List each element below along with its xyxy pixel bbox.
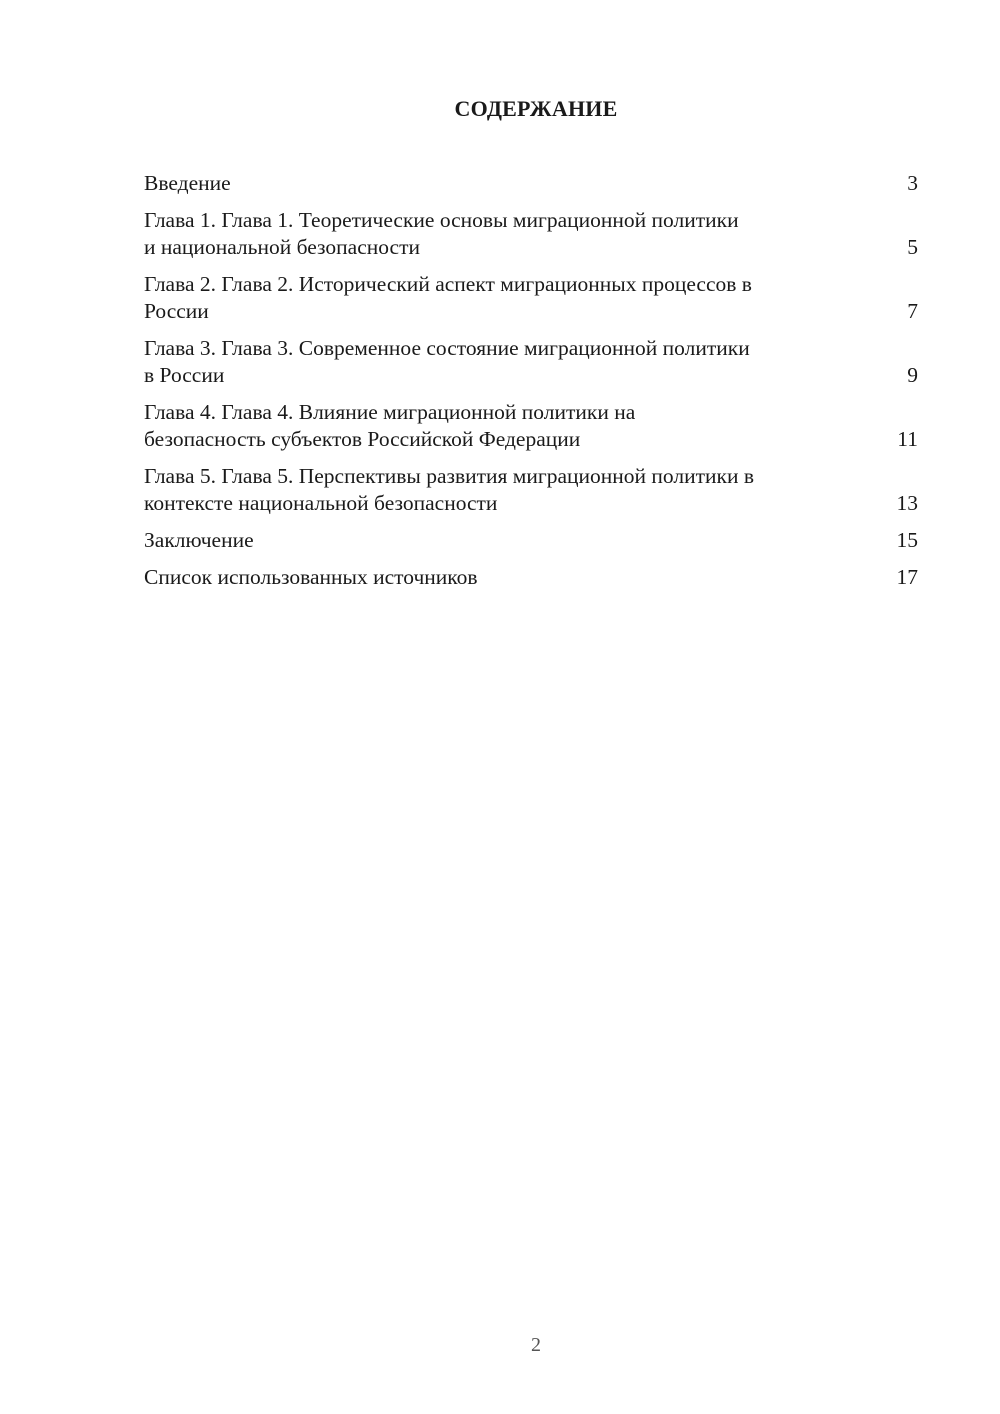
toc-entry [144, 170, 918, 197]
toc-entry-page: 17 [896, 565, 918, 589]
toc-entry [144, 207, 918, 261]
toc-entry [144, 335, 918, 389]
toc-entry-page: 11 [897, 427, 918, 451]
toc-entry-page: 5 [907, 235, 918, 259]
table-of-contents [144, 170, 918, 601]
toc-title: СОДЕРЖАНИЕ [454, 96, 618, 121]
toc-entry [144, 399, 918, 453]
page-number: 2 [531, 1334, 541, 1356]
toc-entry-page: 9 [907, 363, 918, 387]
toc-entry [144, 527, 918, 554]
toc-entry-text: Глава 1. Глава 1. Теоретические основы миграционной политики и национальной безопасности [144, 208, 739, 259]
toc-entry-text: Заключение [144, 528, 254, 552]
toc-entry-text: Глава 2. Глава 2. Исторический аспект миграционных процессов в России [144, 272, 752, 323]
toc-entry-text: Глава 4. Глава 4. Влияние миграционной политики на безопасность субъектов Российской Федерации [144, 400, 636, 451]
toc-entry-page: 3 [907, 171, 918, 195]
toc-entry-text: Глава 3. Глава 3. Современное состояние миграционной политики в России [144, 336, 750, 387]
toc-entry [144, 463, 918, 517]
toc-entry-text: Введение [144, 171, 231, 195]
toc-entry-page: 15 [896, 528, 918, 552]
toc-entry-page: 13 [896, 491, 918, 515]
toc-entry [144, 564, 918, 591]
toc-entry-text: Список использованных источников [144, 565, 478, 589]
toc-entry-page: 7 [907, 299, 918, 323]
toc-entry-text: Глава 5. Глава 5. Перспективы развития миграционной политики в контексте национальной безопасности [144, 464, 755, 515]
toc-entry [144, 271, 918, 325]
